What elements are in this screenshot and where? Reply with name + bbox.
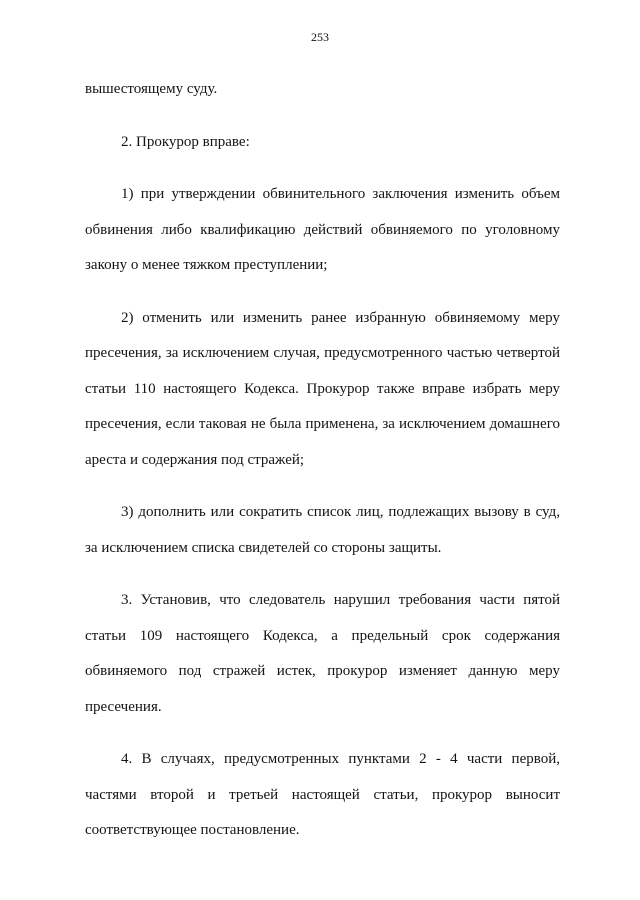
paragraph-continuation: вышестоящему суду. bbox=[85, 81, 218, 97]
paragraph-item-1: 1) при утверждении обвинительного заключения изменить объем обвинения либо квалификацию действий обвиняемого по уголовному закону о менее тяжком преступлении; bbox=[85, 186, 560, 273]
paragraph-item-3: 3) дополнить или сократить список лиц, подлежащих вызову в суд, за исключением списка свидетелей со стороны защиты. bbox=[85, 504, 560, 556]
paragraph-item-2: 2) отменить или изменить ранее избранную обвиняемому меру пресечения, за исключением случая, предусмотренного частью четвертой статьи 110 настоящего Кодекса. Прокурор также вправе избрать меру пресечения, если таковая не была применена, за исключением домашнего ареста и содержания под стражей; bbox=[85, 309, 560, 468]
document-body bbox=[85, 72, 560, 866]
page-number: 253 bbox=[311, 30, 329, 44]
paragraph-part-4: 4. В случаях, предусмотренных пунктами 2 - 4 части первой, частями второй и третьей настоящей статьи, прокурор выносит соответствующее постановление. bbox=[85, 751, 560, 838]
paragraph-part-3: 3. Установив, что следователь нарушил требования части пятой статьи 109 настоящего Кодекса, а предельный срок содержания обвиняемого под стражей истек, прокурор изменяет данную меру пресечения. bbox=[85, 592, 560, 715]
paragraph-part-2-heading: 2. Прокурор вправе: bbox=[121, 133, 250, 150]
